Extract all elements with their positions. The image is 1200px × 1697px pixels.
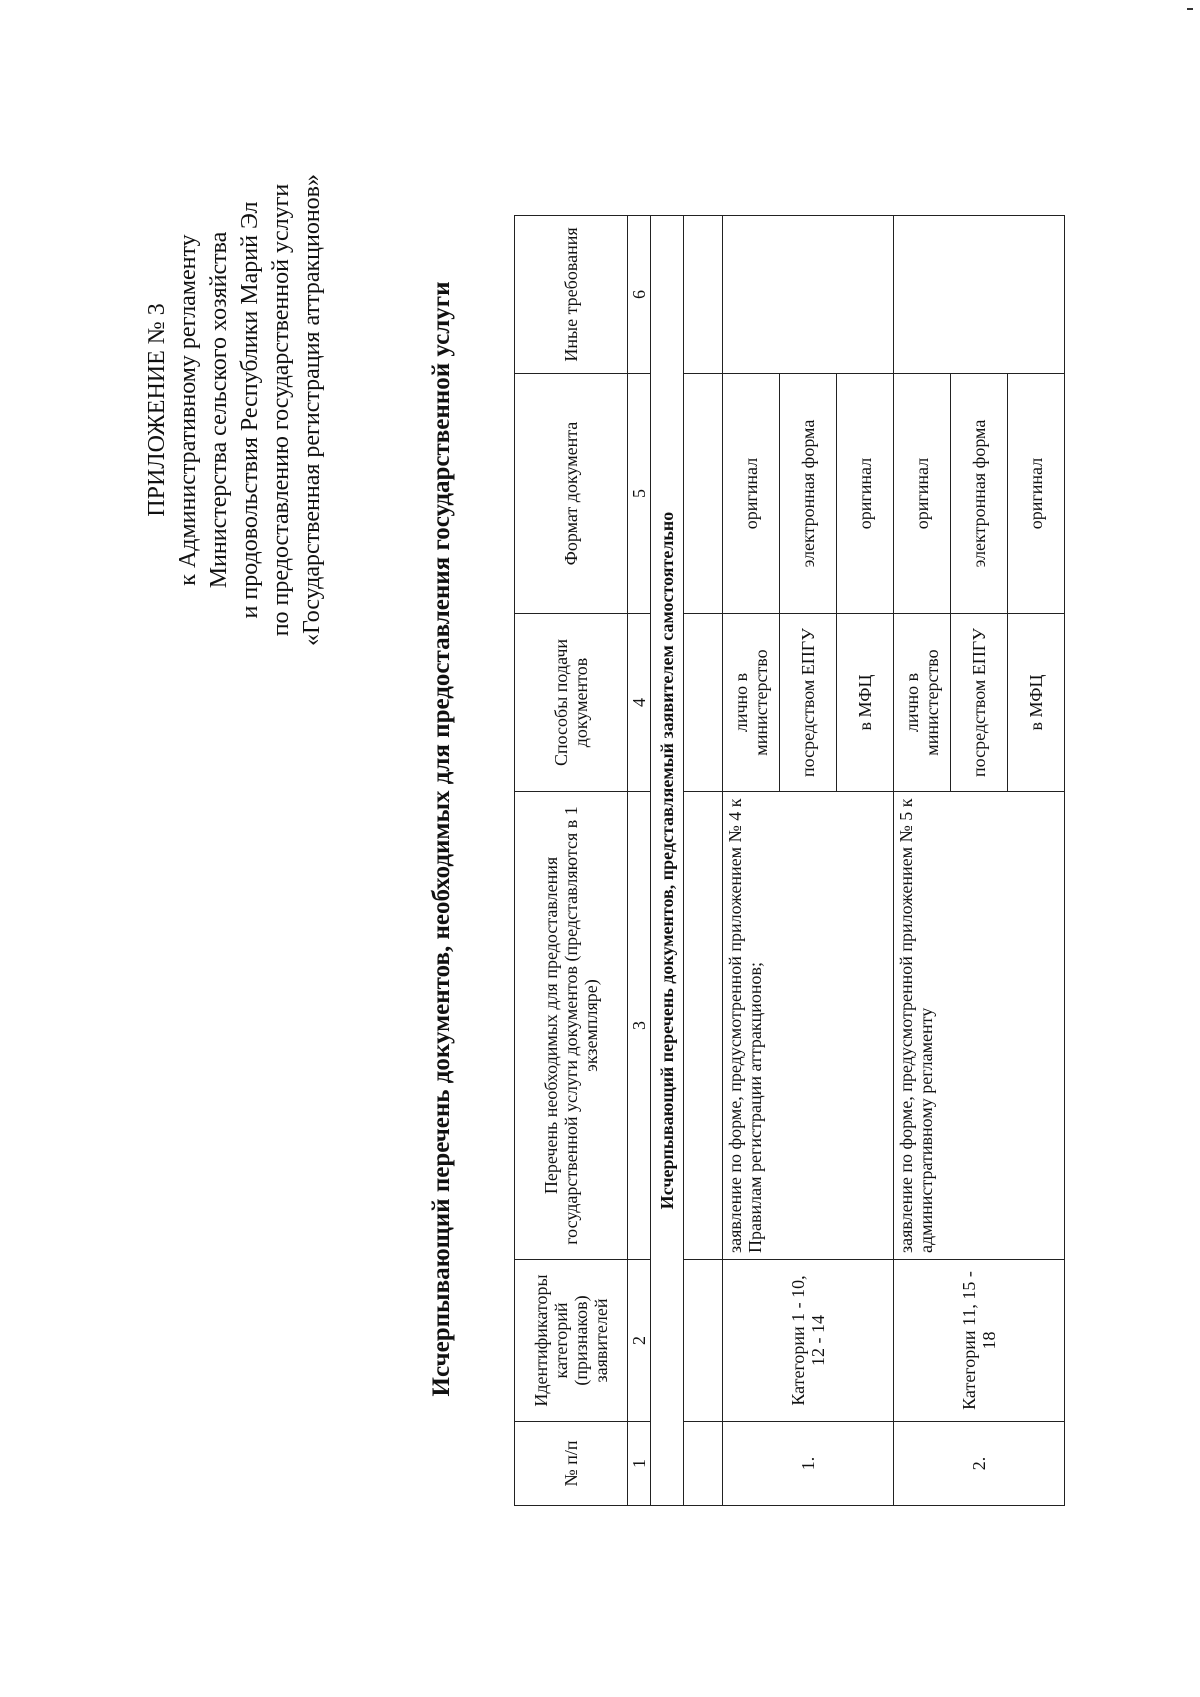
other-requirements [894,216,1065,374]
header-cell: Способы подачи документов [515,614,628,792]
spacer-row [684,216,723,1506]
header-cell: Перечень необходимых для предоставления государственной услуги документов (представляются в 1 экземпляре) [515,792,628,1260]
appendix-line: и продовольствия Республики Марий Эл [237,201,263,619]
empty-cell [684,374,723,614]
column-number: 1 [628,1422,651,1506]
header-cell: Идентификаторы категорий (признаков) заявителей [515,1260,628,1422]
appendix-line: по предоставлению государственной услуги [268,183,294,637]
column-number: 3 [628,792,651,1260]
submission-method: в МФЦ [837,614,894,792]
document-format: оригинал [837,374,894,614]
empty-cell [684,216,723,374]
document-format: оригинал [1008,374,1065,614]
row-category: Категории 1 - 10, 12 - 14 [723,1260,894,1422]
documents-table [514,215,1065,1506]
document-format: оригинал [894,374,951,614]
submission-method: посредством ЕПГУ [951,614,1008,792]
column-number: 2 [628,1260,651,1422]
submission-method: в МФЦ [1008,614,1065,792]
row-number: 2. [894,1422,1065,1506]
appendix-line: «Государственная регистрация аттракционов» [299,173,325,647]
table-row [723,216,780,1506]
empty-cell [684,1422,723,1506]
table-row [894,216,951,1506]
document-format: электронная форма [780,374,837,614]
row-document: заявление по форме, предусмотренной приложением № 4 к Правилам регистрации аттракционов; [723,792,894,1260]
submission-method: посредством ЕПГУ [780,614,837,792]
header-cell: № п/п [515,1422,628,1506]
document-format: электронная форма [951,374,1008,614]
row-category: Категории 11, 15 - 18 [894,1260,1065,1422]
appendix-line: Министерства сельского хозяйства [206,231,232,589]
column-number-row [628,216,651,1506]
other-requirements [723,216,894,374]
empty-cell [684,1260,723,1422]
appendix-header [142,150,328,670]
column-number: 6 [628,216,651,374]
table-header-row [515,216,628,1506]
column-number: 5 [628,374,651,614]
row-number: 1. [723,1422,894,1506]
scan-mark [1187,8,1193,10]
column-number: 4 [628,614,651,792]
document-title: Исчерпывающий перечень документов, необходимых для предоставления государственной услуги [428,281,455,1397]
section-row [651,216,684,1506]
empty-cell [684,792,723,1260]
submission-method: лично в министерство [894,614,951,792]
row-document: заявление по форме, предусмотренной приложением № 5 к административному регламенту [894,792,1065,1260]
empty-cell [684,614,723,792]
header-cell: Иные требования [515,216,628,374]
section-title: Исчерпывающий перечень документов, представляемый заявителем самостоятельно [651,216,684,1506]
header-cell: Формат документа [515,374,628,614]
document-format: оригинал [723,374,780,614]
appendix-line: к Административному регламенту [175,234,201,586]
appendix-line: ПРИЛОЖЕНИЕ № 3 [144,303,170,517]
submission-method: лично в министерство [723,614,780,792]
